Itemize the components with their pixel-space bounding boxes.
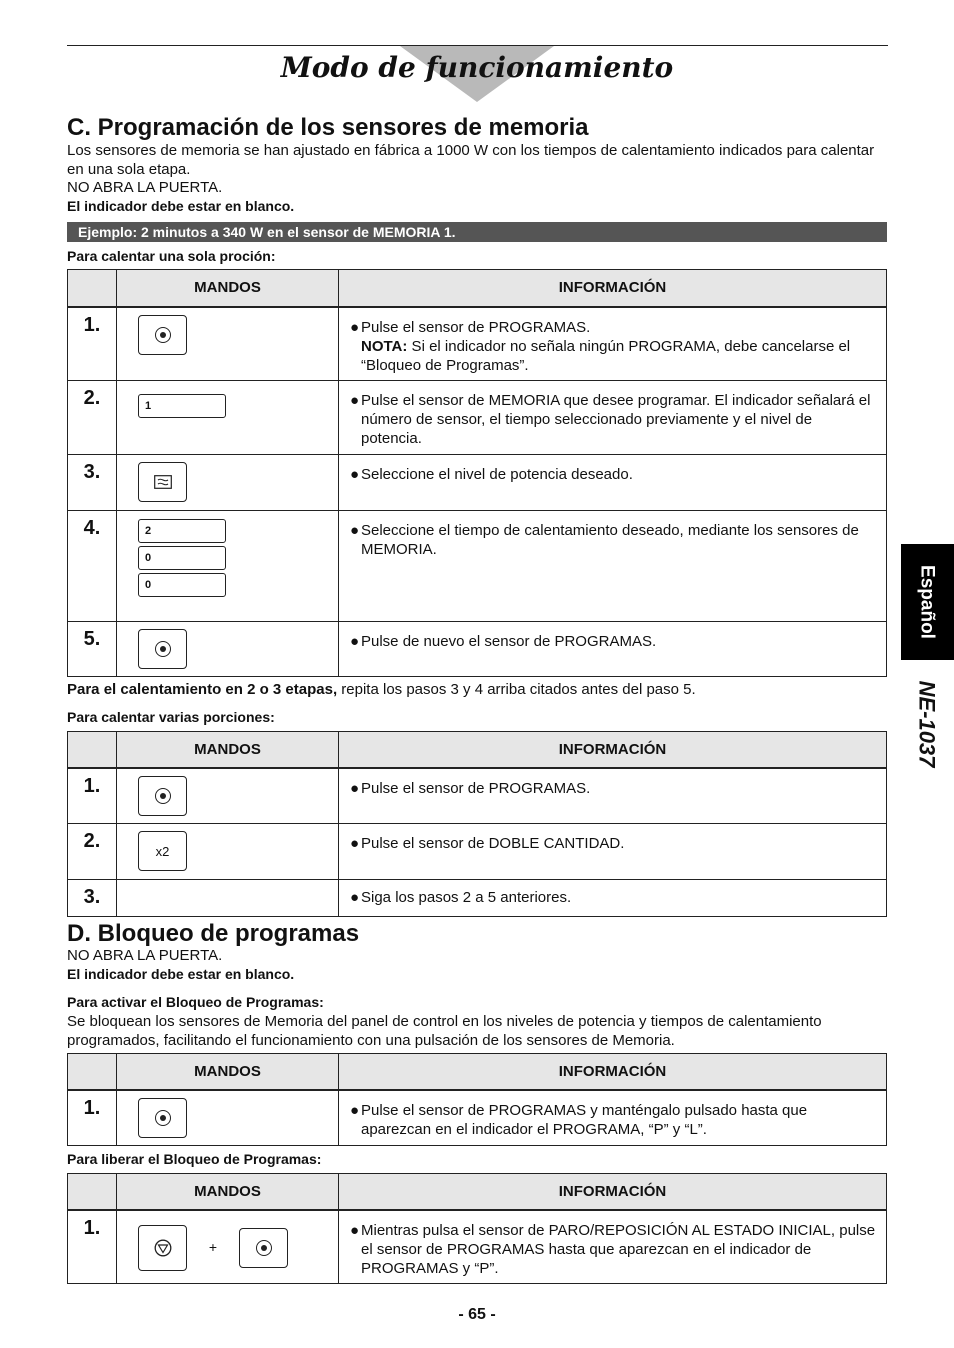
section-c-heading: C. Programación de los sensores de memoria xyxy=(67,114,589,141)
col-informacion: INFORMACIÓN xyxy=(339,1054,887,1090)
memory-key-icon: 1 xyxy=(138,394,226,418)
step-number: 2. xyxy=(68,824,117,880)
step-number: 3. xyxy=(68,455,117,511)
col-informacion: INFORMACIÓN xyxy=(339,732,887,768)
step-text: Pulse el sensor de PROGRAMAS. xyxy=(361,318,591,336)
page-title: Modo de funcionamiento xyxy=(280,51,674,84)
multi-stage-note: Para el calentamiento en 2 o 3 etapas, repita los pasos 3 y 4 arriba citados antes del paso 5. xyxy=(67,681,696,698)
step-number: 1. xyxy=(68,1090,117,1146)
memory-key-icon: 0 xyxy=(138,573,226,597)
col-mandos: MANDOS xyxy=(117,1054,339,1090)
table-row: 1. ● Pulse el sensor de PROGRAMAS. NOTA: Si el indicador no señala ningún PROGRAMA, debe cancelarse el “Bloqueo de Programas”. xyxy=(68,307,887,381)
single-portion-label: Para calentar una sola proción: xyxy=(67,248,276,264)
col-mandos: MANDOS xyxy=(117,732,339,768)
step-number: 5. xyxy=(68,622,117,677)
memory-key-icon: 0 xyxy=(138,546,226,570)
step-number: 1. xyxy=(68,768,117,824)
table-row: 2. x2 ● Pulse el sensor de DOBLE CANTIDAD. xyxy=(68,824,887,880)
step-number: 1. xyxy=(68,1210,117,1284)
col-informacion: INFORMACIÓN xyxy=(339,1174,887,1210)
memory-key-icon: 2 xyxy=(138,519,226,543)
step-text: Pulse el sensor de PROGRAMAS y manténgalo pulsado hasta que aparezcan en el indicador el PROGRAMA, “P” y “L”. xyxy=(361,1101,808,1138)
programs-key-icon xyxy=(239,1228,288,1268)
table-row: 4. 2 0 0 ● Seleccione el tiempo de calentamiento deseado, mediante los sensores de MEMORIA. xyxy=(68,511,887,622)
page-number: - 65 - xyxy=(458,1306,496,1323)
section-c-intro: Los sensores de memoria se han ajustado en fábrica a 1000 W con los tiempos de calentamiento indicados para calentar en una sola etapa. xyxy=(67,142,875,178)
table-activate-lock xyxy=(67,1053,887,1146)
table-single-portion xyxy=(67,269,887,677)
step-number: 3. xyxy=(68,880,117,917)
table-row: 5. ● Pulse de nuevo el sensor de PROGRAMAS. xyxy=(68,622,887,677)
step-text: Pulse de nuevo el sensor de PROGRAMAS. xyxy=(361,633,657,650)
step-number: 1. xyxy=(68,307,117,381)
col-informacion: INFORMACIÓN xyxy=(339,270,887,307)
double-quantity-key-icon: x2 xyxy=(138,831,187,871)
programs-key-icon xyxy=(138,629,187,669)
release-label: Para liberar el Bloqueo de Programas: xyxy=(67,1151,322,1167)
activate-text: Se bloquean los sensores de Memoria del panel de control en los niveles de potencia y tiempos de calentamiento programados, facilitando el funcionamiento con una pulsación de los sensores de Memoria. xyxy=(67,1013,822,1049)
programs-key-icon xyxy=(138,1098,187,1138)
step-text: Seleccione el tiempo de calentamiento deseado, mediante los sensores de MEMORIA. xyxy=(361,522,859,558)
col-mandos: MANDOS xyxy=(117,1174,339,1210)
table-row: 2. 1 ● Pulse el sensor de MEMORIA que desee programar. El indicador señalará el número de sensor, el tiempo seleccionado previamente y el nivel de potencia. xyxy=(68,381,887,455)
section-c-no-open: NO ABRA LA PUERTA. xyxy=(67,179,223,196)
table-row: 3. ● Seleccione el nivel de potencia deseado. xyxy=(68,455,887,511)
step-number: 4. xyxy=(68,511,117,622)
plus-sign: + xyxy=(208,1239,218,1255)
section-d-heading: D. Bloqueo de programas xyxy=(67,920,360,947)
table-row: 1. ● Pulse el sensor de PROGRAMAS y manténgalo pulsado hasta que aparezcan en el indicador el PROGRAMA, “P” y “L”. xyxy=(68,1090,887,1146)
table-row: 1. ● Pulse el sensor de PROGRAMAS. xyxy=(68,768,887,824)
section-d-no-open: NO ABRA LA PUERTA. xyxy=(67,947,223,964)
table-row: 1. + ● Mientras pulsa el sensor de PARO/REPOSICIÓN AL ESTADO INICIAL, pulse el sensor de PROGRAMAS hasta que aparezcan en el indicador de PROGRAMAS y “P”. xyxy=(68,1210,887,1284)
several-portions-label: Para calentar varias porciones: xyxy=(67,709,275,725)
step-text: Seleccione el nivel de potencia deseado. xyxy=(361,466,633,483)
table-row: 3. ● Siga los pasos 2 a 5 anteriores. xyxy=(68,880,887,917)
step-text: Mientras pulsa el sensor de PARO/REPOSICIÓN AL ESTADO INICIAL, pulse el sensor de PROGRAMAS hasta que aparezcan en el indicador de PROGRAMAS y “P”. xyxy=(361,1221,876,1277)
model-label: NE-1037 xyxy=(914,680,940,768)
language-label: Español xyxy=(916,565,938,639)
activate-label: Para activar el Bloqueo de Programas: xyxy=(67,994,324,1010)
section-d-indicator: El indicador debe estar en blanco. xyxy=(67,966,295,982)
table-release-lock xyxy=(67,1173,887,1284)
note-label: NOTA: xyxy=(361,337,408,355)
step-text: Siga los pasos 2 a 5 anteriores. xyxy=(361,889,572,906)
programs-key-icon xyxy=(138,315,187,355)
col-mandos: MANDOS xyxy=(117,270,339,307)
step-number: 2. xyxy=(68,381,117,455)
example-bar: Ejemplo: 2 minutos a 340 W en el sensor de MEMORIA 1. xyxy=(67,222,887,242)
step-text: Pulse el sensor de PROGRAMAS. xyxy=(361,779,591,797)
section-c-indicator: El indicador debe estar en blanco. xyxy=(67,198,295,214)
programs-key-icon xyxy=(138,776,187,816)
power-level-key-icon xyxy=(138,462,187,502)
table-several-portions xyxy=(67,731,887,917)
note-text: Si el indicador no señala ningún PROGRAMA, debe cancelarse el “Bloqueo de Programas”. xyxy=(361,337,851,374)
step-text: Pulse el sensor de DOBLE CANTIDAD. xyxy=(361,835,625,852)
step-text: Pulse el sensor de MEMORIA que desee programar. El indicador señalará el número de sensor, el tiempo seleccionado previamente y el nivel de potencia. xyxy=(361,392,871,447)
stop-reset-key-icon xyxy=(138,1225,187,1271)
